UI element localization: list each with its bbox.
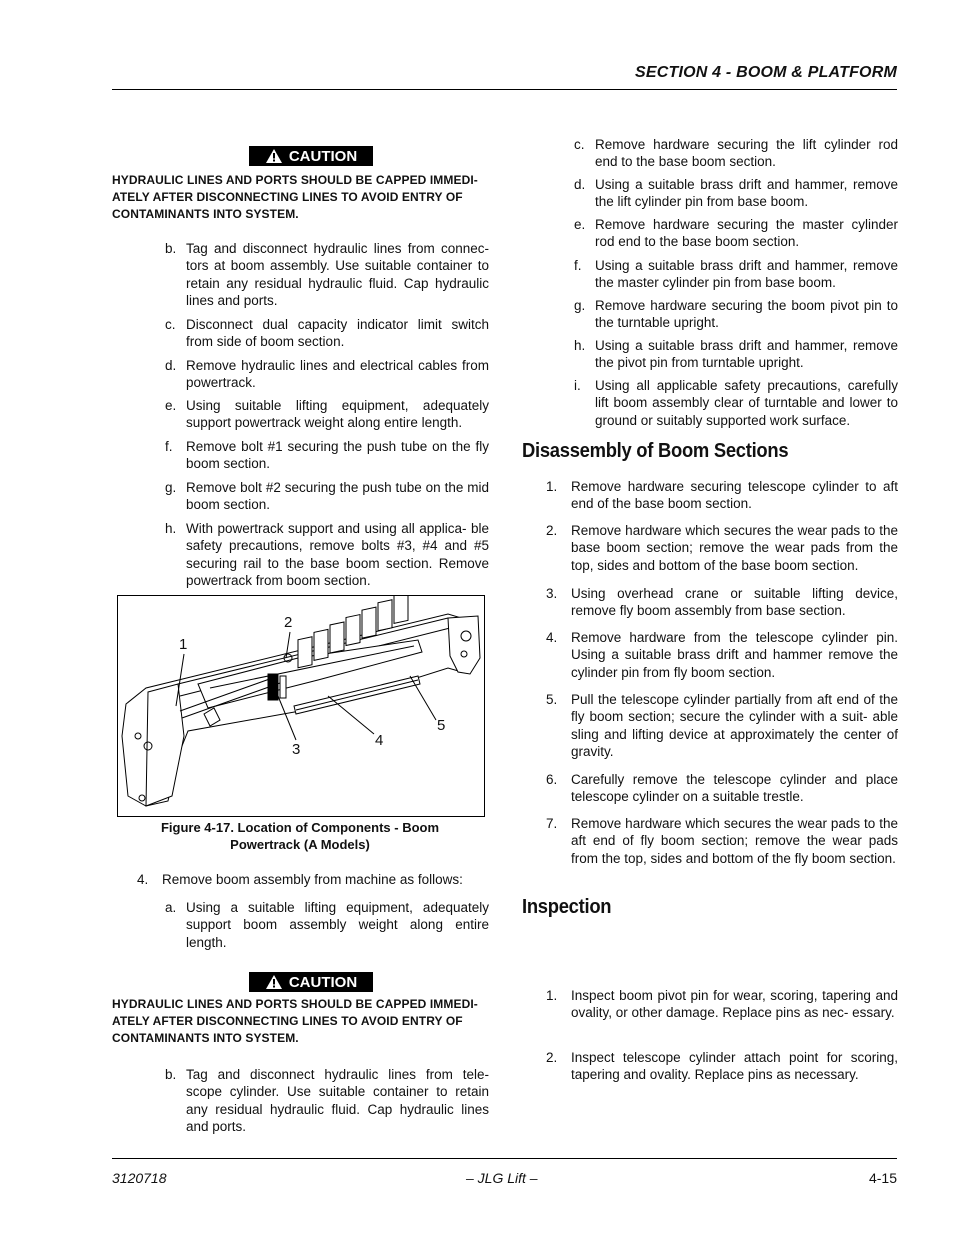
list-item [165, 397, 489, 432]
list-item [574, 176, 898, 211]
figure-powertrack [117, 595, 485, 817]
item-label: f. [574, 258, 582, 273]
item-text: Inspect telescope cylinder attach point for scoring, tapering and ovality. Replace pins as necessary. [571, 1050, 898, 1083]
item-label: 1. [546, 479, 558, 494]
item-label: b. [165, 1067, 177, 1082]
list-item [165, 438, 489, 473]
item-text: Remove boom assembly from machine as follows: [162, 872, 463, 887]
footer-rule [112, 1158, 897, 1159]
figure-caption [117, 819, 483, 853]
warning-triangle-icon [265, 148, 283, 164]
item-text: Disconnect dual capacity indicator limit switch from side of boom section. [186, 317, 489, 350]
item-label: f. [165, 439, 173, 454]
caution-label: CAUTION [288, 147, 358, 165]
item-text: Remove hardware which secures the wear pads to the aft end of fly boom section; remove the wear pads from the top, sides and bottom of the fly boom section. [571, 816, 898, 866]
item-label: e. [165, 398, 177, 413]
item-label: 2. [546, 1050, 558, 1065]
footer-center: – JLG Lift – [466, 1170, 538, 1186]
item-text: Remove hardware securing the lift cylinder rod end to the base boom section. [595, 137, 898, 170]
item-text: With powertrack support and using all applica- ble safety precautions, remove bolts #3, #4 and #5 securing rail to the base boom section. Remove powertrack from boom section. [186, 521, 489, 588]
list-item [137, 871, 489, 888]
item-label: g. [574, 298, 586, 313]
heading-inspection: Inspection [522, 896, 612, 918]
list-item [165, 520, 489, 589]
item-text: Tag and disconnect hydraulic lines from connec- tors at boom assembly. Use suitable container to retain any residual hydraulic fluid. Cap hydraulic lines and ports. [186, 241, 489, 308]
header-rule [112, 89, 897, 90]
list-item [546, 478, 898, 513]
item-text: Using overhead crane or suitable lifting device, remove fly boom assembly from base section. [571, 586, 898, 619]
item-label: 2. [546, 523, 558, 538]
caution-text: HYDRAULIC LINES AND PORTS SHOULD BE CAPPED IMMEDI- ATELY AFTER DISCONNECTING LINES TO AVOID ENTRY OF CONTAMINANTS INTO SYSTEM. [112, 997, 478, 1045]
item-text: Remove hardware securing the master cylinder rod end to the base boom section. [595, 217, 898, 250]
item-text: Remove hardware from the telescope cylinder pin. Using a suitable brass drift and hammer remove the cylinder pin from fly boom section. [571, 630, 898, 680]
item-text: Remove hardware securing the boom pivot pin to the turntable upright. [595, 298, 898, 331]
boom-powertrack-illustration [118, 596, 484, 816]
item-label: a. [165, 900, 177, 915]
figure-caption-line1: Figure 4-17. Location of Components - Boom [160, 820, 440, 835]
caution-text: HYDRAULIC LINES AND PORTS SHOULD BE CAPPED IMMEDI- ATELY AFTER DISCONNECTING LINES TO AVOID ENTRY OF CONTAMINANTS INTO SYSTEM. [112, 173, 478, 221]
callout-4: 4 [375, 732, 384, 749]
list-item [546, 987, 898, 1022]
section-title: SECTION 4 - BOOM & PLATFORM [635, 64, 897, 81]
list-item [165, 357, 489, 392]
caution-banner [249, 972, 373, 992]
item-text: Remove bolt #1 securing the push tube on the fly boom section. [186, 439, 489, 472]
list-item [546, 585, 898, 620]
caution-banner [249, 146, 373, 166]
list-item [574, 297, 898, 332]
item-text: Remove hardware which secures the wear pads to the base boom section; remove the wear pads from the top, sides and bottom of the base boom section. [571, 523, 898, 573]
item-text: Carefully remove the telescope cylinder and place telescope cylinder on a suitable trestle. [571, 772, 898, 805]
item-label: h. [165, 521, 177, 536]
item-text: Remove hydraulic lines and electrical cables from powertrack. [186, 358, 489, 391]
list-item [574, 337, 898, 372]
item-label: h. [574, 338, 586, 353]
list-item [546, 1049, 898, 1084]
list-item [165, 240, 489, 309]
list-item [574, 377, 898, 429]
list-item [165, 899, 489, 951]
list-item [546, 522, 898, 574]
list-item [546, 629, 898, 681]
doc-number: 3120718 [112, 1170, 167, 1186]
list-item [546, 691, 898, 760]
item-text: Tag and disconnect hydraulic lines from tele- scope cylinder. Use suitable container to retain any residual hydraulic fluid. Cap hydraulic lines and ports. [186, 1067, 489, 1134]
item-label: c. [165, 317, 176, 332]
item-text: Using suitable lifting equipment, adequately support powertrack weight along entire length. [186, 398, 489, 431]
list-item [546, 815, 898, 867]
item-label: 7. [546, 816, 558, 831]
list-item [574, 216, 898, 251]
caution-label: CAUTION [288, 973, 358, 991]
item-label: c. [574, 137, 585, 152]
item-label: d. [165, 358, 177, 373]
item-label: b. [165, 241, 177, 256]
list-item [546, 771, 898, 806]
callout-2: 2 [284, 614, 293, 631]
item-text: Using a suitable brass drift and hammer, remove the pivot pin from turntable upright. [595, 338, 898, 371]
item-text: Using a suitable brass drift and hammer, remove the lift cylinder pin from base boom. [595, 177, 898, 210]
item-label: 3. [546, 586, 558, 601]
list-item [574, 136, 898, 171]
list-item [574, 257, 898, 292]
item-label: 4. [546, 630, 558, 645]
item-label: 6. [546, 772, 558, 787]
list-item [165, 1066, 489, 1135]
item-label: d. [574, 177, 586, 192]
list-item [165, 479, 489, 514]
item-label: 1. [546, 988, 558, 1003]
item-label: i. [574, 378, 581, 393]
item-text: Remove bolt #2 securing the push tube on the mid boom section. [186, 480, 489, 513]
item-text: Using a suitable lifting equipment, adequately support boom assembly weight along entire length. [186, 900, 489, 950]
item-text: Pull the telescope cylinder partially from aft end of the fly boom section; secure the cylinder with a suit- able sling and lifting device at approximately the center of gravity. [571, 692, 898, 759]
list-item [165, 316, 489, 351]
item-text: Inspect boom pivot pin for wear, scoring, tapering and ovality, or other damage. Replace pins as nec- essary. [571, 988, 898, 1021]
item-label: 5. [546, 692, 558, 707]
callout-5: 5 [437, 717, 446, 734]
heading-disassembly: Disassembly of Boom Sections [522, 440, 789, 462]
callout-1: 1 [179, 636, 188, 653]
item-text: Using all applicable safety precautions, carefully lift boom assembly clear of turntable and lower to ground or suitably supported work surface. [595, 378, 898, 428]
item-text: Remove hardware securing telescope cylinder to aft end of the base boom section. [571, 479, 898, 512]
figure-caption-line2: Powertrack (A Models) [230, 837, 370, 852]
page-number: 4-15 [868, 1170, 897, 1186]
item-label: 4. [137, 872, 149, 887]
item-text: Using a suitable brass drift and hammer, remove the master cylinder pin from base boom. [595, 258, 898, 291]
callout-3: 3 [292, 741, 301, 758]
warning-triangle-icon [265, 974, 283, 990]
item-label: e. [574, 217, 586, 232]
item-label: g. [165, 480, 177, 495]
